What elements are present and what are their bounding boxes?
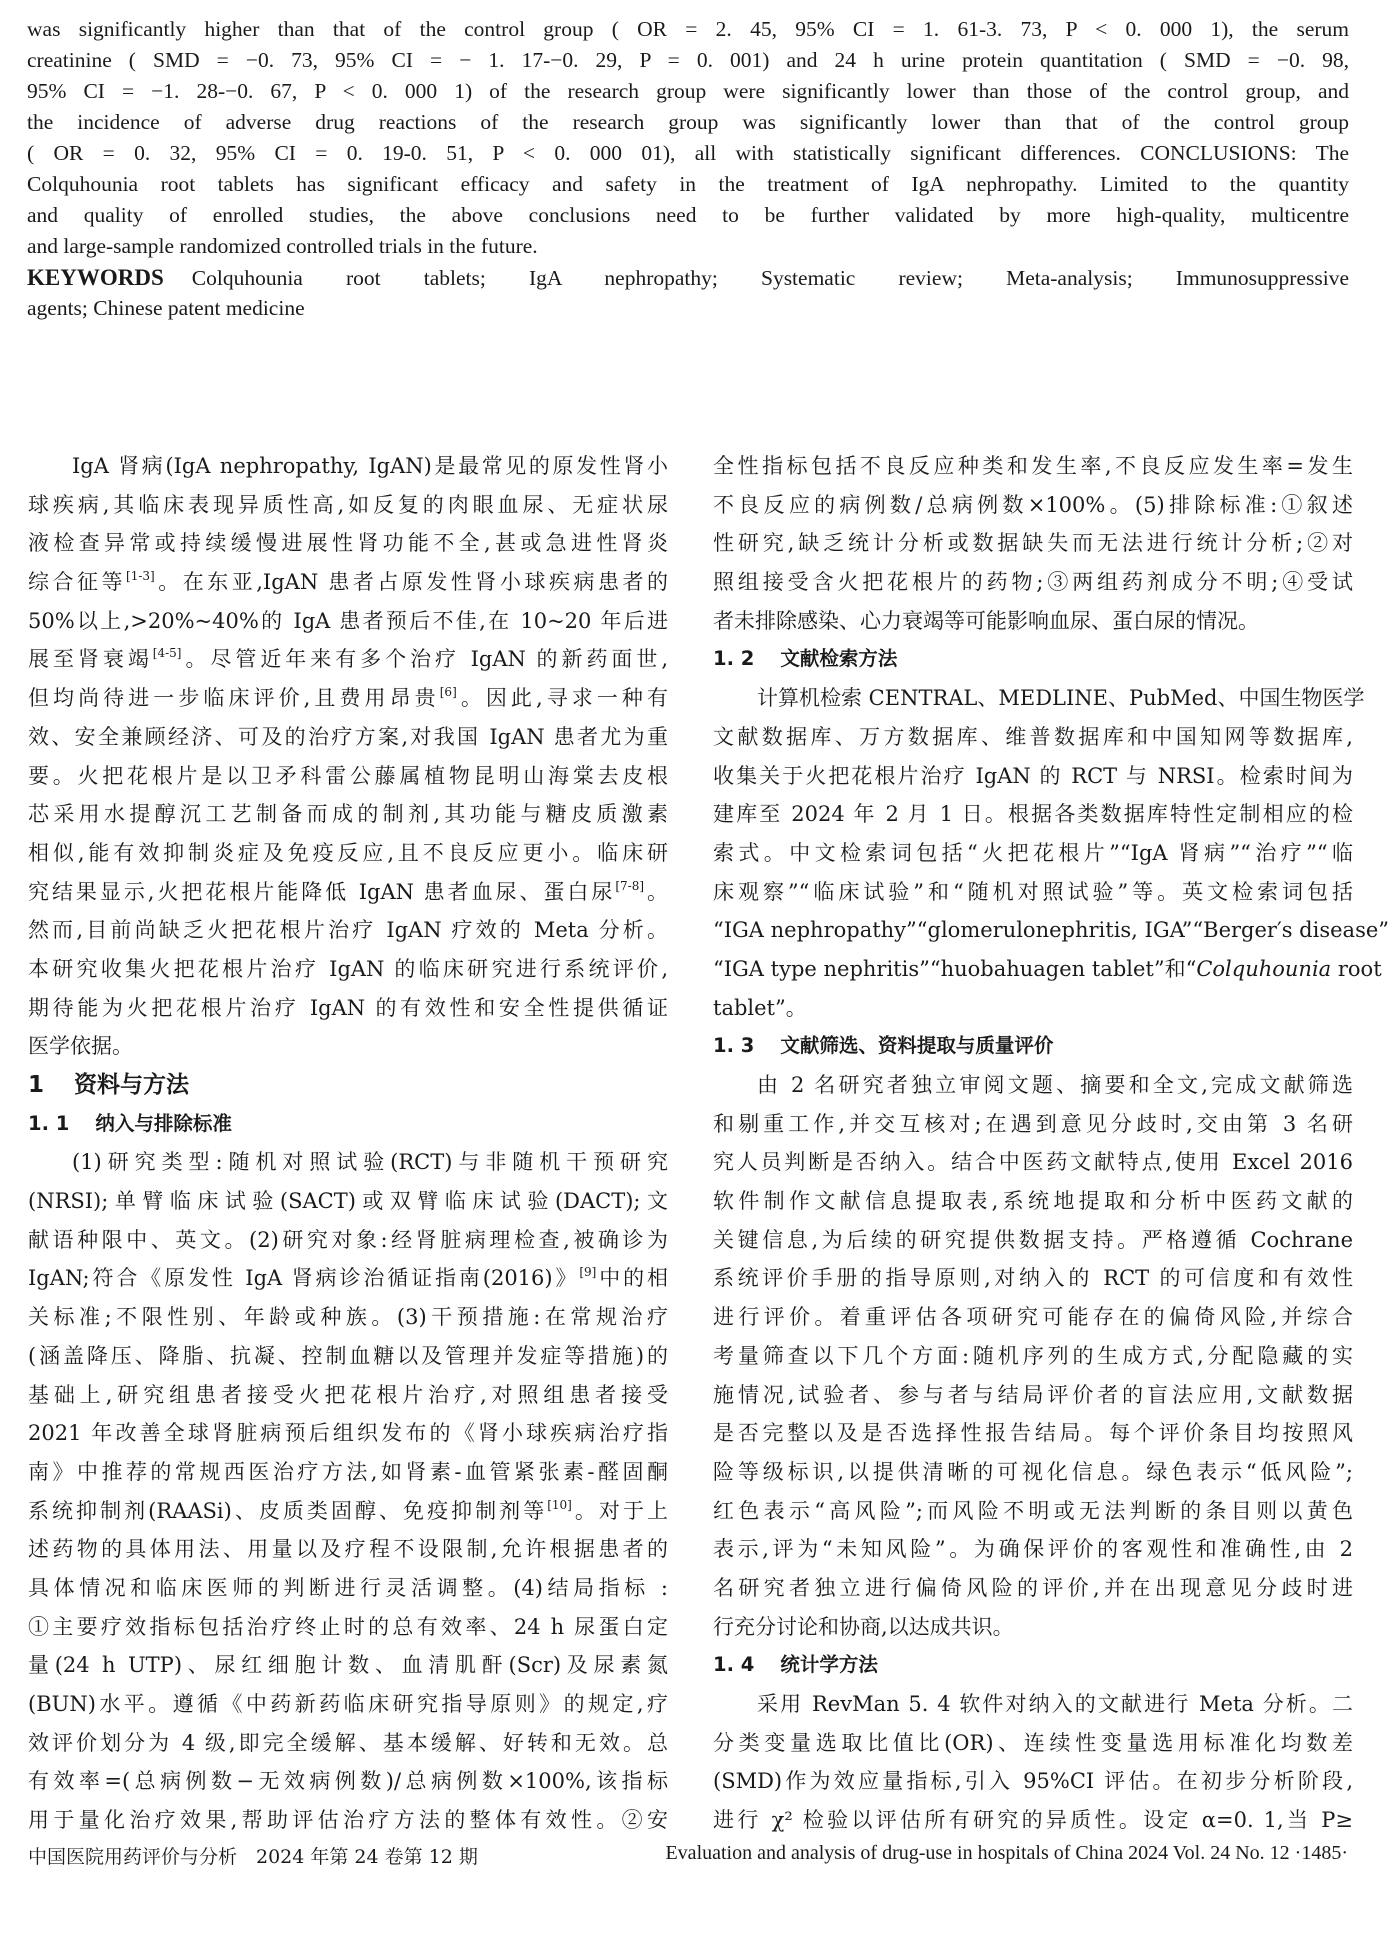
body-line: 球疾病,其临床表现异质性高,如反复的肉眼血尿、无症状尿: [28, 492, 668, 517]
body-line: 表示,评为“未知风险”。为确保评价的客观性和准确性,由 2: [713, 1537, 1353, 1562]
footer-journal-cn: 中国医院用药评价与分析 2024 年第 24 卷第 12 期: [28, 1846, 478, 1868]
body-line: 相似,能有效抑制炎症及免疫反应,且不良反应更小。临床研: [28, 840, 668, 865]
body-text: 。: [644, 879, 668, 904]
body-line: 关标准;不限性别、年龄或种族。(3)干预措施:在常规治疗: [28, 1305, 668, 1330]
body-line: 关键信息,为后续的研究提供数据支持。严格遵循 Cochrane: [713, 1227, 1353, 1252]
body-text: 。尽管近年来有多个治疗 IgAN 的新药面世,: [181, 647, 668, 672]
body-line: 照组接受含火把花根片的药物;③两组药剂成分不明;④受试: [713, 570, 1353, 595]
body-line: 基础上,研究组患者接受火把花根片治疗,对照组患者接受: [28, 1382, 668, 1407]
section-title: 统计学方法: [780, 1653, 878, 1677]
body-text: 综合征等: [28, 570, 127, 595]
body-line: (SMD)作为效应量指标,引入 95%CI 评估。在初步分析阶段,: [713, 1769, 1353, 1794]
section-heading-1-1: [28, 1105, 668, 1144]
body-text: 展至肾衰竭: [28, 647, 153, 672]
body-line: 量(24 h UTP)、尿红细胞计数、血清肌酐(Scr)及尿素氮: [28, 1653, 668, 1678]
body-text: 系统抑制剂(RAASi)、皮质类固醇、免疫抑制剂等: [28, 1498, 548, 1523]
body-line: 具体情况和临床医师的判断进行灵活调整。(4)结局指标 :: [28, 1575, 668, 1600]
body-line: 建库至 2024 年 2 月 1 日。根据各类数据库特性定制相应的检: [713, 802, 1353, 827]
footer-journal-en: Evaluation and analysis of drug-use in hospitals of China 2024 Vol. 24 No. 12 ·1485·: [665, 1842, 1348, 1864]
body-line: 效评价划分为 4 级,即完全缓解、基本缓解、好转和无效。总: [28, 1730, 668, 1755]
body-line: 软件制作文献信息提取表,系统地提取和分析中医药文献的: [713, 1189, 1353, 1214]
body-line: tablet”。: [713, 995, 807, 1020]
body-line: 收集关于火把花根片治疗 IgAN 的 RCT 与 NRSI。检索时间为: [713, 763, 1353, 788]
body-line: 施情况,试验者、参与者与结局评价者的盲法应用,文献数据: [713, 1382, 1353, 1407]
left-column: [28, 447, 668, 1840]
abstract-line: creatinine ( SMD = −0. 73, 95% CI = − 1. 17-−0. 29, P = 0. 001) and 24 h urine protein quantitation ( SMD = −0. 98,: [27, 48, 1349, 72]
abstract-line: the incidence of adverse drug reactions of the research group was significantly lower than that of the control group: [27, 110, 1349, 134]
body-text: 究结果显示,火把花根片能降低 IgAN 患者血尿、蛋白尿: [28, 879, 616, 904]
italic-term: Colquhounia: [1196, 956, 1332, 981]
citation[interactable]: [10]: [547, 1497, 572, 1512]
body-line: 者未排除感染、心力衰竭等可能影响血尿、蛋白尿的情况。: [713, 608, 1259, 633]
section-title: 纳入与排除标准: [95, 1111, 232, 1135]
abstract-line: was significantly higher than that of the control group ( OR = 2. 45, 95% CI = 1. 61-3. 73, P < 0. 000 1), the serum: [27, 17, 1349, 41]
section-title: 资料与方法: [74, 1072, 190, 1098]
body-line: 不良反应的病例数/总病例数×100%。(5)排除标准:①叙述: [713, 492, 1353, 517]
body-line: 医学依据。: [28, 1034, 133, 1059]
body-line: 计算机检索 CENTRAL、MEDLINE、PubMed、中国生物医学: [757, 686, 1365, 711]
body-line: [28, 873, 668, 912]
right-column: [713, 447, 1389, 1840]
body-line: 全性指标包括不良反应种类和发生率,不良反应发生率=发生: [713, 454, 1353, 478]
abstract-line: 95% CI = −1. 28-−0. 67, P < 0. 000 1) of the research group were significantly lower than those of the control group, and: [27, 79, 1349, 103]
citation[interactable]: [9]: [579, 1265, 597, 1280]
body-line: 是否完整以及是否选择性报告结局。每个评价条目均按照风: [713, 1421, 1353, 1446]
body-line: 然而,目前尚缺乏火把花根片治疗 IgAN 疗效的 Meta 分析。: [28, 918, 668, 943]
body-line: [28, 640, 668, 679]
section-heading-1-3: [713, 1027, 1353, 1066]
body-text: root: [1331, 956, 1382, 981]
body-line: 述药物的具体用法、用量以及疗程不设限制,允许根据患者的: [28, 1537, 668, 1562]
body-line: 进行 χ² 检验以评估所有研究的异质性。设定 α=0. 1,当 P≥: [713, 1808, 1353, 1833]
body-text: 。对于上: [571, 1498, 668, 1523]
abstract-line: Colquhounia root tablets has significant efficacy and safety in the treatment of IgA nephropathy. Limited to the quantity: [27, 172, 1349, 196]
body-line: ①主要疗效指标包括治疗终止时的总有效率、24 h 尿蛋白定: [28, 1614, 668, 1639]
body-text: 中的相: [596, 1266, 668, 1291]
body-line: 索式。中文检索词包括“火把花根片”“IgA 肾病”“治疗”“临: [713, 840, 1353, 865]
body-line: 行充分讨论和协商,以达成共识。: [713, 1614, 1014, 1639]
body-line: 效、安全兼顾经济、可及的治疗方案,对我国 IgAN 患者尤为重: [28, 724, 668, 749]
abstract-line: ( OR = 0. 32, 95% CI = 0. 19-0. 51, P < 0. 000 01), all with statistically significant differences. CONCLUSIONS: The: [27, 141, 1349, 165]
body-text: 但均尚待进一步临床评价,且费用昂贵: [28, 686, 440, 711]
abstract-block: [27, 14, 1349, 324]
keywords-line: [27, 262, 1349, 293]
body-line: 进行评价。着重评估各项研究可能存在的偏倚风险,并综合: [713, 1305, 1353, 1330]
body-line: 分类变量选取比值比(OR)、连续性变量选用标准化均数差: [713, 1730, 1353, 1755]
body-text: IgAN;符合《原发性 IgA 肾病诊治循证指南(2016)》: [28, 1266, 580, 1291]
body-line: 期待能为火把花根片治疗 IgAN 的有效性和安全性提供循证: [28, 995, 668, 1020]
body-line: 采用 RevMan 5. 4 软件对纳入的文献进行 Meta 分析。二: [757, 1692, 1353, 1716]
body-line: 和剔重工作,并交互核对;在遇到意见分歧时,交由第 3 名研: [713, 1111, 1353, 1136]
citation[interactable]: [6]: [439, 685, 457, 700]
body-text: “IGA type nephritis”“huobahuagen tablet”和“: [713, 956, 1197, 981]
body-text: 。在东亚,IgAN 患者占原发性肾小球疾病患者的: [154, 570, 668, 595]
body-line: 用于量化治疗效果,帮助评估治疗方法的整体有效性。②安: [28, 1808, 668, 1833]
body-line: 50%以上,>20%~40%的 IgA 患者预后不佳,在 10~20 年后进: [28, 608, 668, 633]
section-heading-1-4: [713, 1646, 1353, 1685]
section-heading-1: [28, 1066, 668, 1105]
body-line: 要。火把花根片是以卫矛科雷公藤属植物昆明山海棠去皮根: [28, 763, 668, 788]
body-line: 2021 年改善全球肾脏病预后组织发布的《肾小球疾病治疗指: [28, 1421, 668, 1446]
body-line: 险等级标识,以提供清晰的可视化信息。绿色表示“低风险”;: [713, 1459, 1353, 1484]
keywords-line-2: agents; Chinese patent medicine: [27, 296, 305, 320]
section-number: 1. 3: [713, 1034, 755, 1058]
body-line: 芯采用水提醇沉工艺制备而成的制剂,其功能与糖皮质激素: [28, 802, 668, 827]
body-line: 由 2 名研究者独立审阅文题、摘要和全文,完成文献筛选: [757, 1073, 1353, 1097]
body-line: 献语种限中、英文。(2)研究对象:经肾脏病理检查,被确诊为: [28, 1227, 668, 1252]
body-line: 名研究者独立进行偏倚风险的评价,并在出现意见分歧时进: [713, 1575, 1353, 1600]
body-line: 考量筛查以下几个方面:随机序列的生成方式,分配隐藏的实: [713, 1343, 1353, 1368]
body-line: (BUN)水平。遵循《中药新药临床研究指导原则》的规定,疗: [28, 1692, 668, 1716]
body-line: 本研究收集火把花根片治疗 IgAN 的临床研究进行系统评价,: [28, 956, 668, 981]
body-line: [28, 563, 668, 602]
section-title: 文献筛选、资料提取与质量评价: [780, 1034, 1054, 1058]
citation[interactable]: [4-5]: [152, 646, 182, 661]
body-line: (1)研究类型:随机对照试验(RCT)与非随机干预研究: [72, 1150, 668, 1175]
body-line: 床观察”“临床试验”和“随机对照试验”等。英文检索词包括: [713, 879, 1353, 904]
body-line: “IGA nephropathy”“glomerulonephritis, IGA”“Berger′s disease”: [713, 918, 1389, 943]
body-line: (NRSI);单臂临床试验(SACT)或双臂临床试验(DACT);文: [28, 1189, 668, 1214]
keywords-label: KEYWORDS: [27, 265, 164, 290]
citation[interactable]: [7-8]: [615, 878, 645, 893]
body-line: 文献数据库、万方数据库、维普数据库和中国知网等数据库,: [713, 724, 1353, 749]
body-line: 有效率=(总病例数−无效病例数)/总病例数×100%,该指标: [28, 1769, 668, 1794]
section-heading-1-2: [713, 640, 1353, 679]
body-line: 究人员判断是否纳入。结合中医药文献特点,使用 Excel 2016: [713, 1150, 1353, 1175]
body-line: 液检查异常或持续缓慢进展性肾功能不全,甚或急进性肾炎: [28, 531, 668, 556]
body-line: 南》中推荐的常规西医治疗方法,如肾素-血管紧张素-醛固酮: [28, 1459, 668, 1484]
section-number: 1. 2: [713, 647, 755, 671]
body-line: [28, 1259, 668, 1298]
body-line: 性研究,缺乏统计分析或数据缺失而无法进行统计分析;②对: [713, 531, 1353, 556]
body-line: 系统评价手册的指导原则,对纳入的 RCT 的可信度和有效性: [713, 1266, 1353, 1291]
section-title: 文献检索方法: [780, 647, 898, 671]
body-line: 红色表示“高风险”;而风险不明或无法判断的条目则以黄色: [713, 1498, 1353, 1523]
keywords-text: Colquhounia root tablets; IgA nephropathy; Systematic review; Meta-analysis; Immunosuppressive: [191, 266, 1349, 290]
body-line: IgA 肾病(IgA nephropathy, IgAN)是最常见的原发性肾小: [72, 454, 668, 478]
body-line: (涵盖降压、降脂、抗凝、控制血糖以及管理并发症等措施)的: [28, 1343, 668, 1368]
abstract-line: and large-sample randomized controlled trials in the future.: [27, 234, 538, 258]
abstract-line: and quality of enrolled studies, the above conclusions need to be further validated by more high-quality, multicentre: [27, 203, 1349, 227]
section-number: 1. 4: [713, 1653, 755, 1677]
body-line: [28, 679, 668, 718]
body-line: [28, 1492, 668, 1531]
body-line: [713, 950, 1382, 989]
citation[interactable]: [1-3]: [126, 569, 155, 584]
section-number: 1: [28, 1072, 45, 1098]
body-text: 。因此,寻求一种有: [456, 686, 668, 711]
section-number: 1. 1: [28, 1111, 70, 1135]
